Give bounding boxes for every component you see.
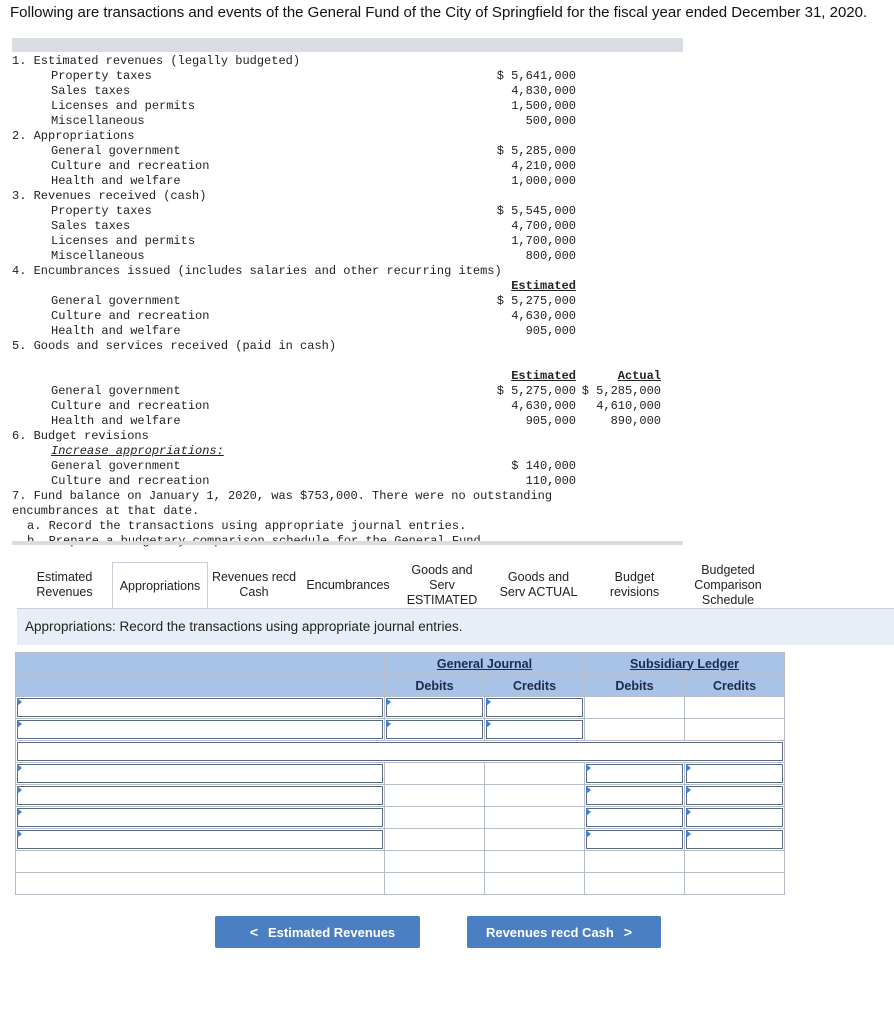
table-row (16, 829, 785, 851)
sl-debit-input[interactable] (585, 829, 685, 851)
table-row (16, 697, 785, 719)
amount-value: $ 5,285,000 (581, 384, 661, 398)
table-row (16, 719, 785, 741)
problem-line: Culture and recreation (51, 159, 210, 173)
empty-cell (485, 763, 585, 785)
subsidiary-ledger-header: Subsidiary Ledger (585, 653, 785, 675)
sl-credit-input[interactable] (685, 785, 785, 807)
gj-credits-header: Credits (485, 675, 585, 697)
account-input[interactable] (16, 829, 385, 851)
empty-cell (385, 873, 485, 895)
amount-value: $ 5,275,000 (496, 384, 576, 398)
amount-value: 800,000 (525, 249, 576, 263)
problem-line: 2. Appropriations (12, 129, 135, 143)
problem-line: 7. Fund balance on January 1, 2020, was $753,000. There were no outstanding (12, 489, 553, 503)
amount-value: 890,000 (610, 414, 661, 428)
problem-line: 5. Goods and services received (paid in cash) (12, 339, 337, 353)
problem-line: 1. Estimated revenues (legally budgeted) (12, 54, 301, 68)
tab-8[interactable] (682, 562, 774, 608)
sl-debit-input[interactable] (585, 785, 685, 807)
problem-line: Health and welfare (51, 324, 181, 338)
problem-line: 6. Budget revisions (12, 429, 149, 443)
empty-cell (685, 873, 785, 895)
intro-text: Following are transactions and events of the General Fund of the City of Springfield for the fiscal year ended December 31, 2020. (10, 4, 868, 21)
gj-debits-header: Debits (385, 675, 485, 697)
problem-footer-bar (12, 541, 683, 545)
empty-cell (585, 719, 685, 741)
problem-line: General government (51, 294, 181, 308)
account-input[interactable] (16, 697, 385, 719)
empty-cell (16, 873, 385, 895)
tab-6[interactable] (490, 562, 587, 608)
problem-line: Property taxes (51, 69, 152, 83)
problem-line: Culture and recreation (51, 474, 210, 488)
table-row (16, 785, 785, 807)
problem-line: Increase appropriations: (51, 444, 224, 458)
problem-line: a. Record the transactions using appropriate journal entries. (27, 519, 467, 533)
problem-line: Culture and recreation (51, 309, 210, 323)
journal-header-blank (16, 653, 385, 675)
tab-1[interactable] (17, 562, 112, 608)
problem-line: Licenses and permits (51, 234, 196, 248)
empty-cell (485, 851, 585, 873)
tab-2[interactable] (112, 562, 208, 610)
tab-4[interactable] (302, 562, 394, 608)
tab-5[interactable] (394, 562, 490, 608)
tab-label: Estimated Revenues (36, 570, 93, 599)
problem-line: encumbrances at that date. (12, 504, 200, 518)
sl-credit-input[interactable] (685, 829, 785, 851)
tab-label: Encumbrances (306, 577, 390, 592)
problem-line: Miscellaneous (51, 114, 145, 128)
amount-value: 1,000,000 (511, 174, 576, 188)
chevron-left-icon: < (249, 924, 258, 940)
empty-cell (585, 697, 685, 719)
problem-line: 3. Revenues received (cash) (12, 189, 207, 203)
amount-value: $ 5,641,000 (496, 69, 576, 83)
prev-tab-button[interactable] (215, 916, 420, 948)
problem-line: General government (51, 144, 181, 158)
empty-cell (385, 829, 485, 851)
column-heading: Estimated (511, 279, 576, 293)
account-input[interactable] (16, 763, 385, 785)
tab-label: Revenues recd Cash (211, 570, 297, 599)
problem-line: Licenses and permits (51, 99, 196, 113)
tab-3[interactable] (206, 562, 302, 608)
amount-value: 4,610,000 (596, 399, 661, 413)
problem-header-bar (12, 38, 683, 52)
empty-cell (485, 807, 585, 829)
problem-line: Health and welfare (51, 414, 181, 428)
sl-credits-header: Credits (685, 675, 785, 697)
gj-credit-input[interactable] (485, 697, 585, 719)
empty-cell (385, 851, 485, 873)
problem-line: Culture and recreation (51, 399, 210, 413)
amount-value: 4,630,000 (511, 399, 576, 413)
amount-value: 905,000 (525, 414, 576, 428)
tab-label: Budget revisions (609, 570, 660, 599)
amount-value: $ 5,285,000 (496, 144, 576, 158)
empty-cell (685, 851, 785, 873)
amount-value: 4,630,000 (511, 309, 576, 323)
journal-table (15, 652, 785, 895)
empty-cell (685, 719, 785, 741)
table-row (16, 873, 785, 895)
problem-line: Miscellaneous (51, 249, 145, 263)
account-input[interactable] (16, 719, 385, 741)
empty-cell (585, 873, 685, 895)
empty-cell (16, 851, 385, 873)
problem-line: Sales taxes (51, 84, 131, 98)
instruction-text: Appropriations: Record the transactions using appropriate journal entries. (17, 609, 894, 645)
empty-cell (585, 851, 685, 873)
sl-debit-input[interactable] (585, 807, 685, 829)
amount-value: 4,700,000 (511, 219, 576, 233)
sl-debit-input[interactable] (585, 763, 685, 785)
amount-value: $ 140,000 (511, 459, 576, 473)
amount-value: 1,700,000 (511, 234, 576, 248)
amount-value: 110,000 (525, 474, 576, 488)
empty-cell (385, 763, 485, 785)
column-heading: Estimated (511, 369, 576, 383)
problem-line: Property taxes (51, 204, 152, 218)
amount-value: 500,000 (525, 114, 576, 128)
tab-label: Goods and Serv ACTUAL (499, 570, 578, 599)
subheading-input[interactable] (16, 741, 785, 763)
sl-credit-input[interactable] (685, 763, 785, 785)
account-input[interactable] (16, 785, 385, 807)
empty-cell (485, 873, 585, 895)
amount-value: 4,210,000 (511, 159, 576, 173)
problem-line: General government (51, 459, 181, 473)
next-tab-label: Revenues recd Cash (485, 924, 614, 940)
problem-line: General government (51, 384, 181, 398)
amount-value: $ 5,275,000 (496, 294, 576, 308)
account-input[interactable] (16, 807, 385, 829)
table-row (16, 851, 785, 873)
tab-label: Budgeted Comparison Schedule (694, 562, 762, 607)
empty-cell (385, 807, 485, 829)
amount-value: 905,000 (525, 324, 576, 338)
amount-value: $ 5,545,000 (496, 204, 576, 218)
general-journal-header: General Journal (385, 653, 585, 675)
sl-credit-input[interactable] (685, 807, 785, 829)
empty-cell (485, 785, 585, 807)
tab-7[interactable] (587, 562, 682, 608)
gj-debit-input[interactable] (385, 697, 485, 719)
problem-line: Sales taxes (51, 219, 131, 233)
empty-cell (685, 697, 785, 719)
sl-debits-header: Debits (585, 675, 685, 697)
table-row (16, 741, 785, 763)
next-tab-button[interactable] (467, 916, 661, 948)
chevron-right-icon: > (623, 924, 633, 940)
amount-value: 1,500,000 (511, 99, 576, 113)
gj-debit-input[interactable] (385, 719, 485, 741)
gj-credit-input[interactable] (485, 719, 585, 741)
table-row (16, 763, 785, 785)
account-column-header (16, 675, 385, 697)
amount-value: 4,830,000 (511, 84, 576, 98)
column-heading: Actual (617, 369, 661, 383)
tab-label: Appropriations (119, 579, 201, 593)
tab-label: Goods and Serv ESTIMATED (406, 562, 478, 607)
problem-line: 4. Encumbrances issued (includes salaries and other recurring items) (12, 264, 502, 278)
prev-tab-label: Estimated Revenues (268, 924, 396, 940)
empty-cell (385, 785, 485, 807)
problem-line: Health and welfare (51, 174, 181, 188)
empty-cell (485, 829, 585, 851)
table-row (16, 807, 785, 829)
